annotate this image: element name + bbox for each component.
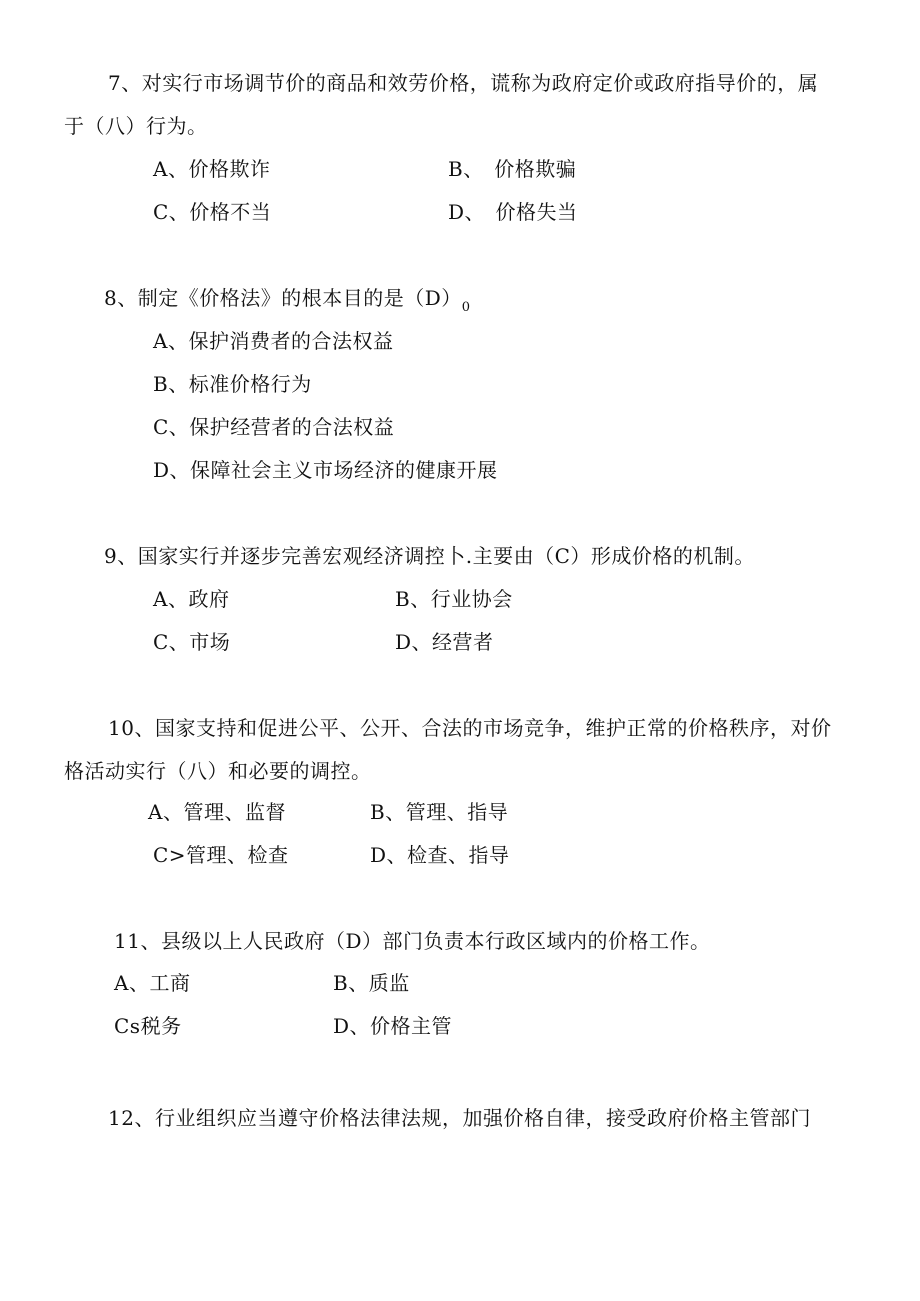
q10-option-b: B、管理、指导	[370, 800, 509, 824]
q10-stem-line1: 10、国家支持和促进公平、公开、合法的市场竞争，维护正常的价格秩序，对价	[108, 716, 832, 740]
q11-option-b: B、质监	[333, 971, 410, 995]
q7-option-c: C、价格不当	[153, 200, 272, 224]
q7-stem-line2: 于（八）行为。	[64, 114, 208, 138]
q8-option-d: D、保障社会主义市场经济的健康开展	[153, 458, 498, 482]
q11-option-d: D、价格主管	[333, 1014, 453, 1038]
q12-stem: 12、行业组织应当遵守价格法律法规，加强价格自律，接受政府价格主管部门	[108, 1106, 811, 1130]
q7-stem-line1: 7、对实行市场调节价的商品和效劳价格，谎称为政府定价或政府指导价的，属	[108, 71, 819, 95]
q9-option-d: D、经营者	[395, 630, 494, 654]
q9-stem: 9、国家实行并逐步完善宏观经济调控卜.主要由（C）形成价格的机制。	[104, 544, 755, 568]
q7-option-d: D、 价格失当	[448, 200, 578, 224]
q9-option-c: C、市场	[153, 630, 231, 654]
q8-stem	[104, 285, 471, 315]
q9-option-b: B、行业协会	[395, 587, 513, 611]
q10-option-a: A、管理、监督	[148, 800, 286, 824]
q10-option-c: C>管理、检查	[153, 843, 289, 867]
q11-option-c: Cs税务	[114, 1014, 182, 1038]
q7-option-b: B、 价格欺骗	[448, 157, 577, 181]
q8-stem-suffix: 0	[461, 300, 471, 315]
q10-option-d: D、检查、指导	[370, 843, 510, 867]
q8-option-a: A、保护消费者的合法权益	[153, 329, 394, 353]
q8-stem-text: 8、制定《价格法》的根本目的是（D）	[104, 286, 462, 310]
q11-option-a: A、工商	[114, 971, 191, 995]
q9-option-a: A、政府	[153, 587, 230, 611]
q11-stem: 11、县级以上人民政府（D）部门负责本行政区域内的价格工作。	[114, 929, 711, 953]
q8-option-b: B、标准价格行为	[153, 372, 312, 396]
q10-stem-line2: 格活动实行（八）和必要的调控。	[64, 759, 372, 783]
q8-option-c: C、保护经营者的合法权益	[153, 415, 395, 439]
q7-option-a: A、价格欺诈	[153, 157, 271, 181]
